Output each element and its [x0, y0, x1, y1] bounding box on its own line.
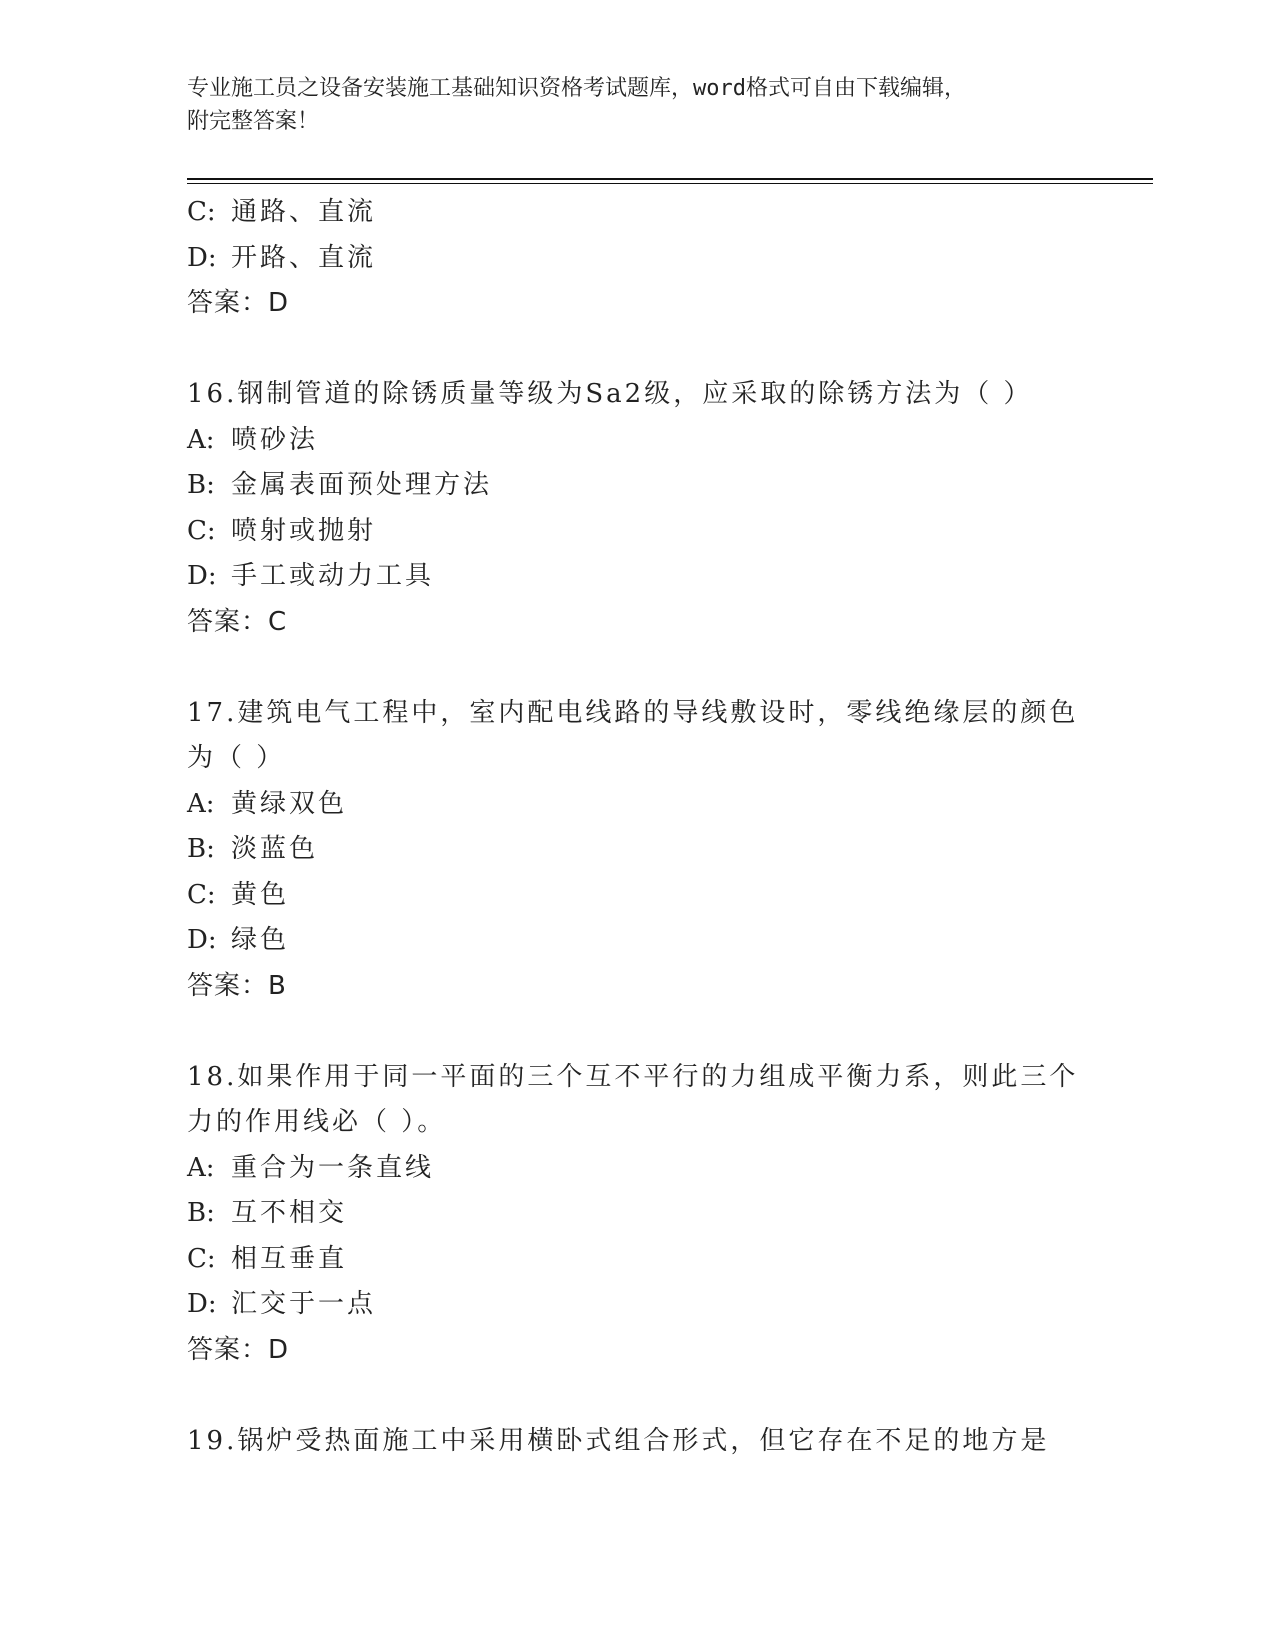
option-d [187, 554, 1087, 600]
answer-line: 答案：D [187, 288, 290, 318]
option-text: 黄色 [231, 879, 290, 910]
header-line-1: 专业施工员之设备安装施工基础知识资格考试题库，word格式可自由下载编辑， [187, 76, 966, 101]
option-letter: D: [187, 925, 217, 955]
option-letter: D: [187, 242, 217, 273]
option-letter: B: [187, 470, 215, 500]
option-text: 重合为一条直线 [231, 1152, 435, 1183]
option-c [187, 509, 1087, 555]
question-stem-line-2: 力的作用线必（ ）。 [187, 1107, 447, 1137]
option-letter: A: [187, 788, 215, 819]
question-stem: 16.钢制管道的除锈质量等级为Sa2级，应采取的除锈方法为（ ） [187, 379, 1033, 409]
question-stem-line-1: 17.建筑电气工程中，室内配电线路的导线敷设时，零线绝缘层的颜色 [187, 697, 1079, 728]
option-letter: C: [187, 1243, 216, 1274]
option-text: 淡蓝色 [231, 834, 319, 864]
option-d [187, 1282, 1087, 1328]
option-text: 通路、直流 [231, 197, 377, 227]
answer-line: 答案：C [187, 606, 288, 637]
question-stem-line-1: 18.如果作用于同一平面的三个互不平行的力组成平衡力系，则此三个 [187, 1061, 1079, 1092]
option-text: 手工或动力工具 [231, 561, 435, 591]
option-letter: A: [187, 1152, 215, 1183]
header-divider-thin [187, 183, 1153, 184]
document-header [187, 72, 1067, 138]
option-text: 喷射或抛射 [231, 515, 377, 546]
option-b [187, 827, 1087, 873]
option-b [187, 463, 1087, 509]
option-letter: D: [187, 1289, 217, 1319]
option-letter: C: [187, 515, 216, 546]
option-letter: B: [187, 834, 215, 864]
option-b [187, 1191, 1087, 1237]
option-text: 相互垂直 [231, 1243, 348, 1274]
option-a [187, 1146, 1087, 1192]
header-divider-thick [187, 178, 1153, 180]
answer-line: 答案：D [187, 1334, 290, 1365]
header-line-2: 附完整答案！ [187, 109, 320, 134]
option-a [187, 418, 1087, 464]
option-letter: D: [187, 561, 217, 591]
option-c [187, 190, 1087, 236]
option-a [187, 782, 1087, 828]
option-text: 互不相交 [231, 1198, 348, 1228]
question-stem-line-2: 为（ ） [187, 743, 286, 773]
option-text: 绿色 [231, 925, 290, 955]
option-letter: C: [187, 197, 216, 227]
option-c [187, 1237, 1087, 1283]
option-text: 开路、直流 [231, 242, 377, 273]
option-c [187, 873, 1087, 919]
answer-line: 答案：B [187, 970, 287, 1001]
question-stem: 19.锅炉受热面施工中采用横卧式组合形式，但它存在不足的地方是 [187, 1425, 1050, 1456]
option-d [187, 236, 1087, 282]
option-d [187, 918, 1087, 964]
option-text: 金属表面预处理方法 [231, 470, 493, 500]
option-letter: A: [187, 424, 215, 455]
option-text: 汇交于一点 [231, 1289, 377, 1319]
option-text: 喷砂法 [231, 424, 319, 455]
question-list [187, 190, 1087, 1464]
option-text: 黄绿双色 [231, 788, 348, 819]
option-letter: C: [187, 879, 216, 910]
option-letter: B: [187, 1198, 215, 1228]
